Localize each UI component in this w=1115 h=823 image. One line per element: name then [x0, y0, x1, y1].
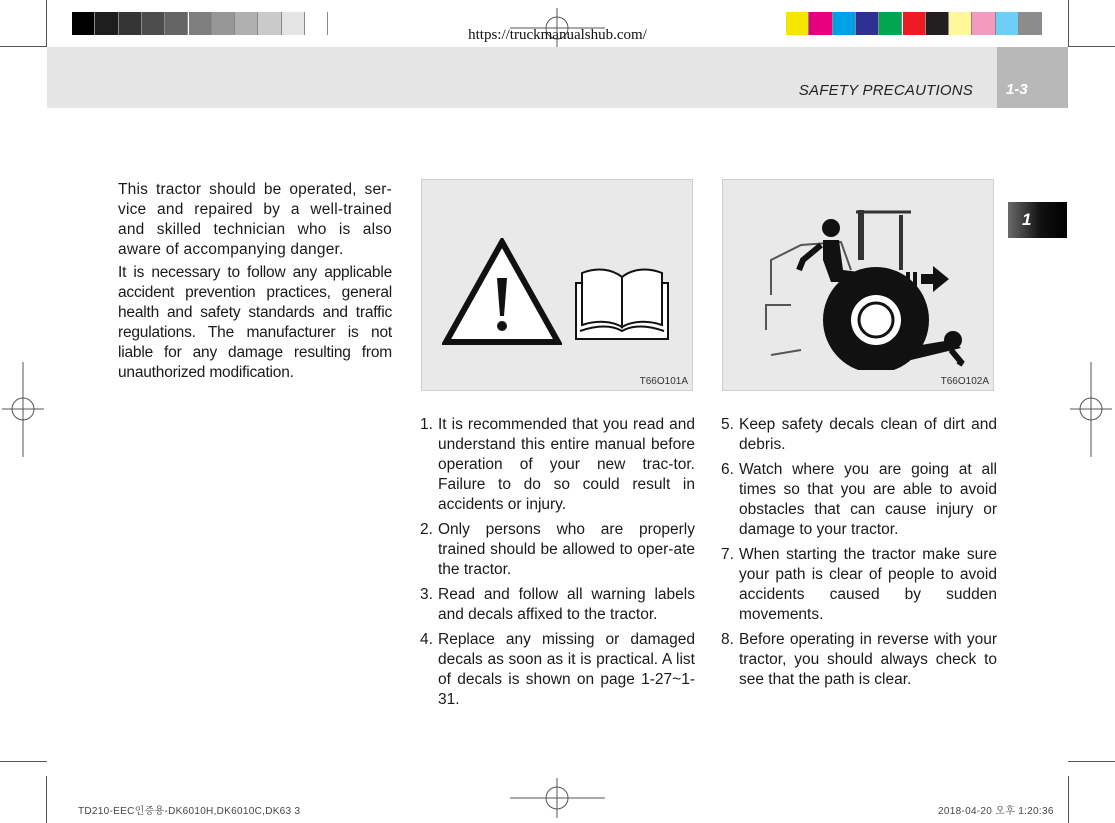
list-item-text: When starting the tractor make sure your path is clear of people to avoid accidents caused by sudden movements.: [739, 546, 997, 623]
footer-timestamp: 2018-04-20 오후 1:20:36: [938, 806, 1054, 817]
list-item-text: Keep safety decals clean of dirt and debris.: [739, 416, 997, 453]
list-item: [721, 630, 997, 690]
list-item-text: It is recommended that you read and understand this entire manual before operation of your new trac-tor. Failure to do so could result in accidents or injury.: [438, 416, 695, 513]
page-number: 1-3: [1006, 81, 1028, 98]
list-item: [721, 415, 997, 455]
safety-list-left: [420, 415, 695, 715]
list-item: [420, 415, 695, 515]
figure-code: T66O102A: [940, 376, 989, 387]
list-item-number: 2.: [420, 521, 433, 538]
list-item-text: Watch where you are going at all times so that you are able to avoid obstacles that can cause injury or damage to your tractor.: [739, 461, 997, 538]
list-item: [721, 545, 997, 625]
chapter-number: 1: [1022, 210, 1032, 229]
list-item-text: Only persons who are properly trained should be allowed to oper-ate the tractor.: [438, 521, 695, 578]
list-item-number: 8.: [721, 631, 734, 648]
warning-triangle-icon: [442, 238, 562, 348]
registration-mark-right: [1070, 362, 1112, 457]
safety-list-right: [721, 415, 997, 695]
figure-warning-manual: [421, 179, 693, 391]
list-item-number: 7.: [721, 546, 734, 563]
chapter-tab: [1008, 202, 1067, 238]
list-item-number: 1.: [420, 416, 433, 433]
tractor-runover-icon: [761, 200, 991, 370]
list-item-number: 4.: [420, 631, 433, 648]
list-item-number: 6.: [721, 461, 734, 478]
figure-code: T66O101A: [639, 376, 688, 387]
list-item: [420, 585, 695, 625]
manual-book-icon: [572, 265, 672, 345]
list-item: [420, 630, 695, 710]
source-url: https://truckmanualshub.com/: [468, 27, 647, 43]
intro-paragraph-2: It is necessary to follow any applicable accident prevention practices, general health and safety standards and traffic regulations. The manufacturer is not liable for any damage resulting from unauthorized modification.: [118, 264, 392, 381]
list-item-text: Replace any missing or damaged decals as soon as it is practical. A list of decals is shown on page 1-27~1-31.: [438, 631, 695, 708]
section-title: SAFETY PRECAUTIONS: [798, 82, 973, 99]
page-number-box: [997, 47, 1068, 108]
figure-tractor-runover: [722, 179, 994, 391]
footer-file-slug: TD210-EEC인증용-DK6010H,DK6010C,DK63 3: [78, 806, 301, 817]
list-item: [420, 520, 695, 580]
intro-paragraph-1: This tractor should be operated, ser-vice and repaired by a well-trained and skilled technician who is also aware of accompanying danger.: [118, 181, 392, 258]
list-item-number: 5.: [721, 416, 734, 433]
list-item-number: 3.: [420, 586, 433, 603]
list-item-text: Before operating in reverse with your tractor, you should always check to see that the path is clear.: [739, 631, 997, 688]
list-item: [721, 460, 997, 540]
registration-mark-left: [2, 362, 44, 457]
list-item-text: Read and follow all warning labels and decals affixed to the tractor.: [438, 586, 695, 623]
registration-mark-bottom: [510, 778, 605, 818]
